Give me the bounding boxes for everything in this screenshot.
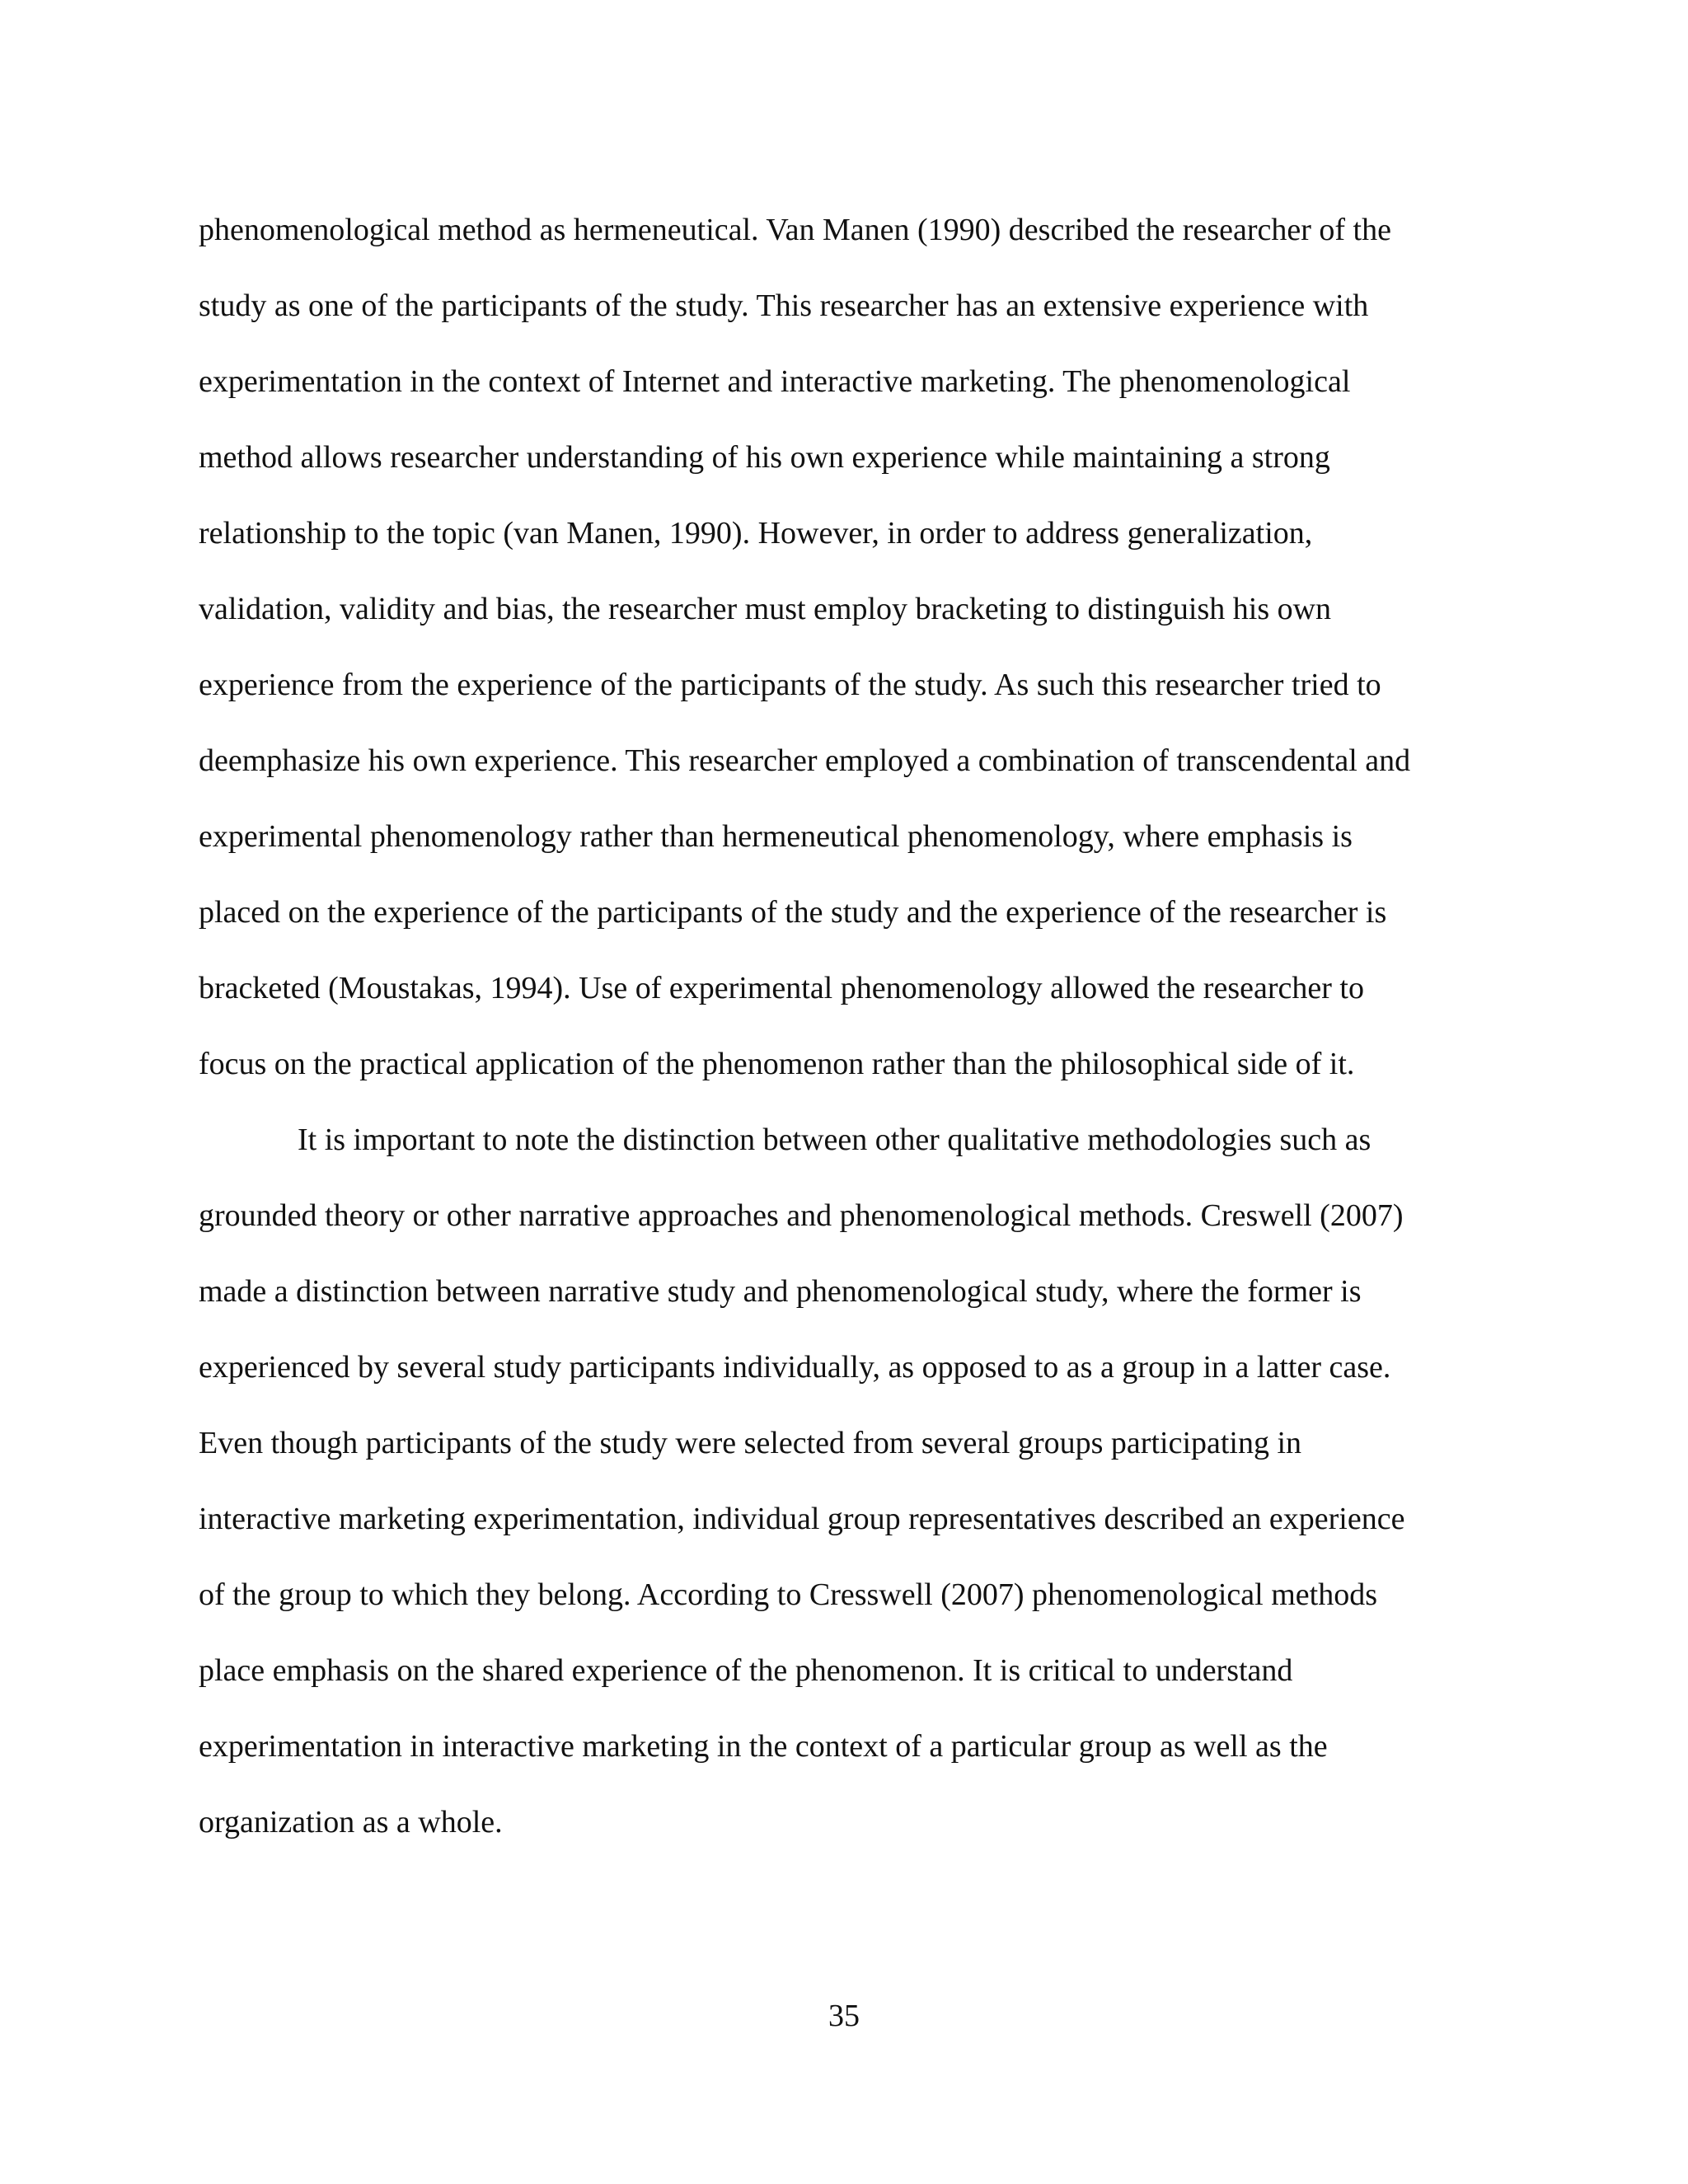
text-line: experience from the experience of the participants of the study. As such this researcher tried to (199, 668, 1381, 702)
page-number: 35 (828, 1999, 860, 2033)
text-line: study as one of the participants of the study. This researcher has an extensive experience with (199, 288, 1369, 323)
text-line: Even though participants of the study were selected from several groups participating in (199, 1426, 1302, 1460)
text-line: experimental phenomenology rather than hermeneutical phenomenology, where emphasis is (199, 819, 1353, 854)
text-line: deemphasize his own experience. This researcher employed a combination of transcendental and (199, 743, 1411, 778)
text-line: place emphasis on the shared experience of the phenomenon. It is critical to understand (199, 1653, 1293, 1688)
text-line: of the group to which they belong. According to Cresswell (2007) phenomenological methods (199, 1577, 1377, 1612)
body-text (199, 192, 1484, 1860)
text-line: experimentation in interactive marketing in the context of a particular group as well as the (199, 1729, 1328, 1764)
text-line: made a distinction between narrative study and phenomenological study, where the former is (199, 1274, 1362, 1309)
text-line: method allows researcher understanding of his own experience while maintaining a strong (199, 440, 1330, 475)
text-line: organization as a whole. (199, 1805, 503, 1840)
text-line: experimentation in the context of Internet and interactive marketing. The phenomenological (199, 364, 1351, 399)
text-line: experienced by several study participants individually, as opposed to as a group in a latter case. (199, 1350, 1391, 1385)
text-line: focus on the practical application of the phenomenon rather than the philosophical side of it. (199, 1047, 1355, 1081)
paragraph-first-line: It is important to note the distinction between other qualitative methodologies such as (298, 1122, 1372, 1157)
text-line: phenomenological method as hermeneutical. Van Manen (1990) described the researcher of the (199, 213, 1391, 247)
text-line: relationship to the topic (van Manen, 1990). However, in order to address generalization, (199, 516, 1313, 551)
text-line: interactive marketing experimentation, individual group representatives described an experience (199, 1502, 1405, 1536)
text-line: validation, validity and bias, the researcher must employ bracketing to distinguish his own (199, 592, 1332, 626)
text-line: bracketed (Moustakas, 1994). Use of experimental phenomenology allowed the researcher to (199, 971, 1364, 1005)
text-line: placed on the experience of the participants of the study and the experience of the researcher is (199, 895, 1387, 930)
text-line: grounded theory or other narrative approaches and phenomenological methods. Creswell (2007) (199, 1198, 1404, 1233)
